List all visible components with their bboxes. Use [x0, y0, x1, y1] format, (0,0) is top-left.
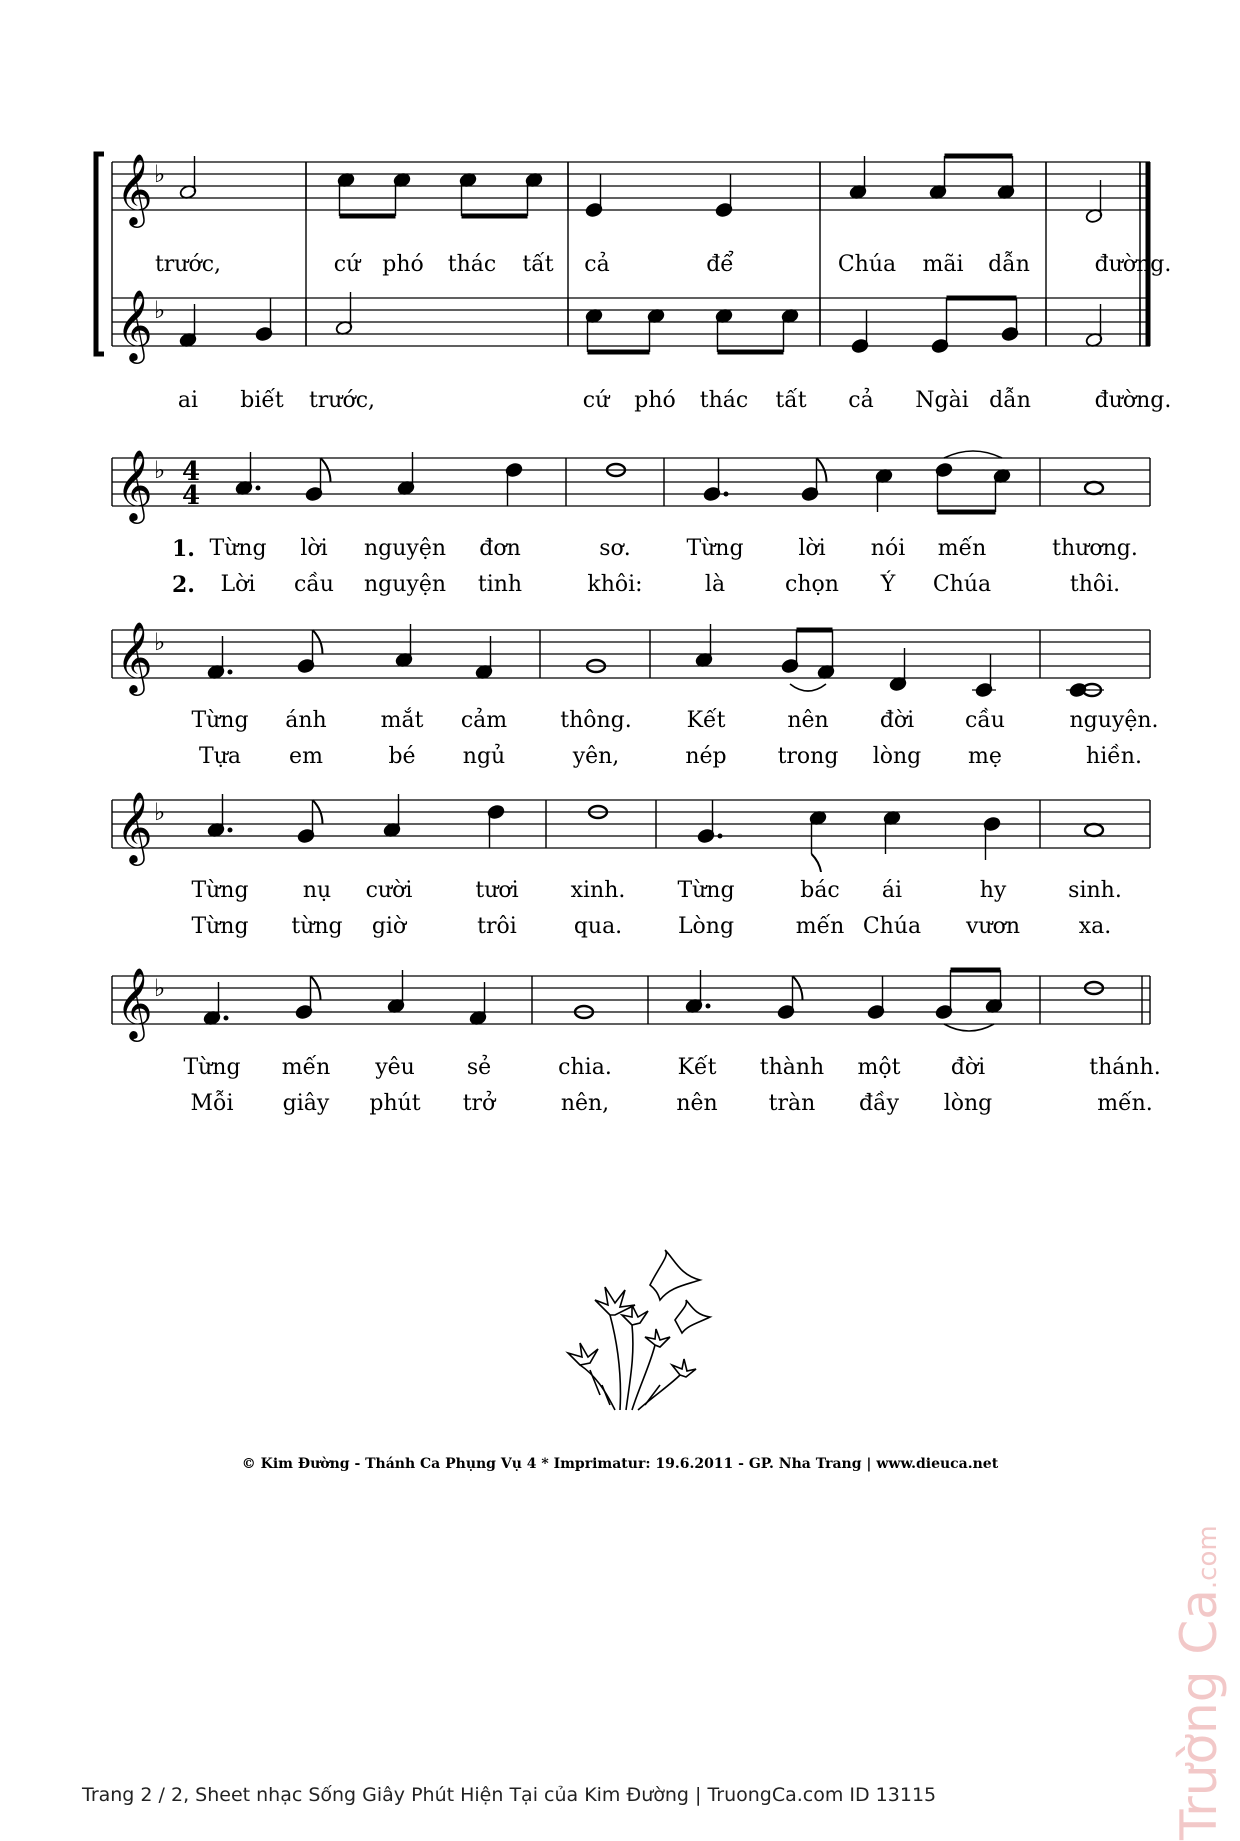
lyric-syllable: phút — [369, 1091, 421, 1116]
lyric-syllable: cả — [584, 252, 610, 277]
lyric-syllable: nguyện. — [1069, 708, 1159, 733]
lyric-syllable: dẫn — [988, 252, 1030, 277]
augmentation-dot — [228, 828, 233, 833]
slur — [944, 1024, 994, 1031]
lyric-syllable: nên, — [560, 1091, 610, 1116]
page-footer: Trang 2 / 2, Sheet nhạc Sống Giây Phút Hiện Tại của Kim Đường | TruongCa.com ID 13115 — [82, 1784, 937, 1806]
lyric-syllable: biết — [240, 388, 284, 413]
lyric-syllable: nên — [787, 708, 829, 733]
augmentation-dot — [224, 1016, 229, 1021]
lyric-syllable: nên — [676, 1091, 718, 1116]
slur — [944, 451, 1002, 458]
lyric-syllable: tinh — [477, 572, 523, 597]
verse-number: 2. — [172, 572, 195, 598]
lyric-syllable: mến — [795, 914, 845, 939]
staff-4 — [0, 612, 1240, 702]
lyric-syllable: xinh. — [570, 878, 626, 903]
lyric-syllable: mãi — [922, 252, 964, 277]
lyric-syllable: thánh. — [1089, 1055, 1161, 1080]
lyric-syllable: dẫn — [989, 388, 1031, 413]
lyric-syllable: yêu — [375, 1055, 415, 1080]
eighth-flag — [812, 854, 822, 872]
time-signature-numerator: 4 — [182, 457, 201, 487]
lyric-line — [0, 572, 1240, 606]
lyric-syllable: tất — [775, 388, 807, 413]
lyric-syllable: tươi — [475, 878, 519, 903]
lyric-syllable: trôi — [477, 914, 517, 939]
lyric-syllable: đầy — [859, 1091, 899, 1116]
lyric-syllable: lời — [300, 536, 328, 561]
lyric-syllable: một — [857, 1055, 901, 1080]
lyric-syllable: bác — [800, 878, 840, 903]
time-signature-denominator: 4 — [182, 481, 201, 511]
lyric-syllable: thông. — [560, 708, 632, 733]
treble-clef-icon: 𝄞 — [116, 966, 153, 1039]
lyric-line — [0, 708, 1240, 742]
score-system-6 — [0, 958, 1240, 1048]
lyric-syllable: nguyện — [363, 572, 447, 597]
lyric-syllable: để — [706, 252, 734, 277]
lyric-syllable: Từng — [677, 878, 735, 903]
lyric-syllable: đường. — [1094, 252, 1172, 277]
lyric-syllable: em — [289, 744, 323, 769]
lyric-syllable: mắt — [380, 708, 424, 733]
lyric-syllable: Ngài — [915, 388, 969, 413]
flat-key-signature-icon: ♭ — [154, 296, 166, 324]
site-watermark: Trường Ca.com — [1170, 1525, 1228, 1840]
lyric-syllable: vươn — [965, 914, 1021, 939]
lyric-syllable: bé — [388, 744, 416, 769]
lyric-syllable: mẹ — [968, 744, 1002, 769]
lyric-syllable: chia. — [558, 1055, 612, 1080]
lyric-syllable: trở — [462, 1091, 496, 1116]
lyric-syllable: Chúa — [862, 914, 922, 939]
lyric-syllable: từng — [291, 914, 343, 939]
lyric-syllable: cầu — [965, 708, 1005, 733]
augmentation-dot — [256, 486, 261, 491]
lyric-syllable: lòng — [872, 744, 922, 769]
lyric-syllable: Chúa — [837, 252, 897, 277]
score-system-1 — [0, 0, 1240, 420]
treble-clef-icon: 𝄞 — [116, 448, 153, 521]
staff-5 — [0, 782, 1240, 872]
lyric-line — [0, 1055, 1240, 1089]
lyric-syllable: nép — [685, 744, 727, 769]
staff-6 — [0, 958, 1240, 1048]
lyric-syllable: Lời — [220, 572, 256, 597]
lyric-syllable: nụ — [302, 878, 332, 903]
lyric-line — [0, 388, 1240, 422]
lyric-syllable: nguyện — [363, 536, 447, 561]
lyric-syllable: phó — [382, 252, 424, 277]
lyric-line — [0, 914, 1240, 948]
lyric-syllable: cảm — [460, 708, 508, 733]
flat-key-signature-icon: ♭ — [154, 798, 166, 826]
lyric-syllable: Từng — [686, 536, 744, 561]
lyric-syllable: cười — [365, 878, 413, 903]
score-system-3 — [0, 440, 1240, 530]
lyric-syllable: mến. — [1097, 1091, 1153, 1116]
lyric-syllable: tràn — [768, 1091, 816, 1116]
lyric-syllable: ánh — [285, 708, 327, 733]
lyric-syllable: lời — [798, 536, 826, 561]
lyric-syllable: giờ — [371, 914, 407, 939]
lyric-syllable: chọn — [785, 572, 839, 597]
augmentation-dot — [724, 492, 729, 497]
lyric-syllable: yên, — [572, 744, 620, 769]
flat-key-signature-icon: ♭ — [154, 628, 166, 656]
lyric-syllable: xa. — [1078, 914, 1112, 939]
lyric-syllable: ái — [881, 878, 903, 903]
lyric-syllable: trước, — [154, 252, 222, 277]
score-system-5 — [0, 782, 1240, 872]
copyright-credit: © Kim Đường - Thánh Ca Phụng Vụ 4 * Imprimatur: 19.6.2011 - GP. Nha Trang | www.dieuca.net — [241, 1456, 999, 1472]
lyric-syllable: cứ — [582, 388, 610, 413]
lyric-syllable: Lòng — [677, 914, 735, 939]
lyric-line — [0, 878, 1240, 912]
lyric-syllable: sinh. — [1068, 878, 1122, 903]
lyric-syllable: Từng — [183, 1055, 241, 1080]
lyric-syllable: sẻ — [466, 1055, 492, 1080]
lyric-syllable: đời — [879, 708, 915, 733]
lyric-syllable: thác — [699, 388, 749, 413]
lyric-syllable: Từng — [209, 536, 267, 561]
lyric-syllable: giây — [282, 1091, 330, 1116]
lyric-syllable: hy — [979, 878, 1007, 903]
augmentation-dot — [706, 1004, 711, 1009]
whole-note — [1085, 824, 1103, 836]
lyric-syllable: mến — [937, 536, 987, 561]
lyric-syllable: cầu — [294, 572, 334, 597]
flat-key-signature-icon: ♭ — [154, 974, 166, 1002]
lyric-syllable: đơn — [479, 536, 521, 561]
treble-clef-icon: 𝄞 — [116, 152, 153, 225]
treble-clef-icon: 𝄞 — [116, 620, 153, 693]
lily-and-doves-ornament — [560, 1245, 720, 1415]
score-system-4 — [0, 612, 1240, 702]
treble-clef-icon: 𝄞 — [116, 288, 153, 361]
lyric-syllable: sơ. — [599, 536, 631, 561]
lyric-syllable: tất — [522, 252, 554, 277]
lyric-syllable: Từng — [191, 708, 249, 733]
lyric-syllable: Tựa — [199, 744, 241, 769]
lyric-syllable: qua. — [573, 914, 623, 939]
lyric-syllable: đường. — [1094, 388, 1172, 413]
lyric-syllable: đời — [950, 1055, 986, 1080]
lyric-syllable: hiền. — [1086, 744, 1142, 769]
lyric-syllable: nói — [870, 536, 906, 561]
augmentation-dot — [718, 834, 723, 839]
lyric-syllable: thành — [759, 1055, 825, 1080]
slur — [790, 684, 826, 691]
lyric-syllable: Mỗi — [190, 1091, 234, 1116]
lyric-syllable: Từng — [191, 914, 249, 939]
lyric-syllable: Chúa — [932, 572, 992, 597]
lyric-syllable: khôi: — [587, 572, 643, 597]
lyric-syllable: là — [704, 572, 726, 597]
lyric-syllable: cứ — [333, 252, 361, 277]
lyric-syllable: thác — [447, 252, 497, 277]
treble-clef-icon: 𝄞 — [116, 790, 153, 863]
lyric-syllable: cả — [848, 388, 874, 413]
lyric-syllable: mến — [281, 1055, 331, 1080]
lyric-syllable: Kết — [677, 1055, 717, 1080]
verse-number: 1. — [172, 536, 195, 562]
lyric-line — [0, 1091, 1240, 1125]
lyric-syllable: lòng — [943, 1091, 993, 1116]
lyric-syllable: ngủ — [462, 744, 506, 769]
flat-key-signature-icon: ♭ — [154, 160, 166, 188]
lyric-syllable: phó — [634, 388, 676, 413]
lyric-syllable: trước, — [308, 388, 376, 413]
staff-pair-1 — [0, 0, 1240, 420]
lyric-line — [0, 252, 1240, 286]
flat-key-signature-icon: ♭ — [154, 456, 166, 484]
staff-3 — [0, 440, 1240, 530]
lyric-syllable: thương. — [1052, 536, 1138, 561]
lyric-syllable: Ý — [880, 572, 896, 597]
whole-note — [1085, 482, 1103, 494]
lyric-line — [0, 536, 1240, 570]
lyric-syllable: trong — [777, 744, 839, 769]
lyric-syllable: Từng — [191, 878, 249, 903]
lyric-syllable: ai — [177, 388, 199, 413]
lyric-line — [0, 744, 1240, 778]
lyric-syllable: Kết — [686, 708, 726, 733]
lyric-syllable: thôi. — [1069, 572, 1121, 597]
augmentation-dot — [228, 670, 233, 675]
